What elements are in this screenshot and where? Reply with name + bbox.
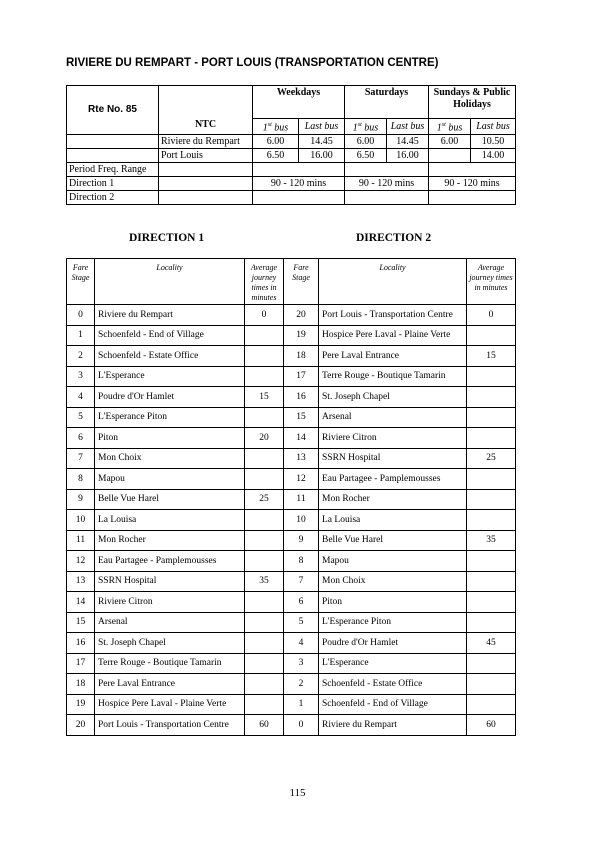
direction-1-fare-stage: 0	[67, 305, 95, 326]
direction-1-journey-time: 15	[245, 387, 284, 408]
empty-cell	[345, 163, 429, 177]
stage-row	[67, 346, 516, 367]
direction-2-locality: Hospice Pere Laval - Plaine Verte	[319, 325, 467, 346]
first-bus-header-ordinal: st	[267, 122, 272, 128]
direction-1-locality: Mon Rocher	[95, 530, 245, 551]
sundays-header: Sundays & Public Holidays	[429, 86, 516, 119]
direction-1-locality: Hospice Pere Laval - Plaine Verte	[95, 694, 245, 715]
empty-cell	[159, 191, 253, 205]
locality-header: Locality	[95, 259, 245, 305]
frequency-row	[67, 191, 516, 205]
direction-2-fare-stage: 18	[284, 346, 319, 367]
fare-stage-header: Fare Stage	[284, 259, 319, 305]
empty-cell	[253, 163, 345, 177]
direction-2-fare-stage: 16	[284, 387, 319, 408]
first-bus-header	[429, 119, 471, 135]
stage-row	[67, 448, 516, 469]
direction-1-journey-time	[245, 694, 284, 715]
direction-2-locality: Schoenfeld - Estate Office	[319, 674, 467, 695]
stage-row	[67, 469, 516, 490]
direction-2-locality: Schoenfeld - End of Village	[319, 694, 467, 715]
first-bus-header	[253, 119, 299, 135]
direction-1-locality: Poudre d'Or Hamlet	[95, 387, 245, 408]
first-bus-header-number: 1	[436, 122, 442, 134]
saturdays-header: Saturdays	[345, 86, 429, 119]
direction-2-journey-time	[467, 674, 516, 695]
direction-2-fare-stage: 13	[284, 448, 319, 469]
stage-row	[67, 674, 516, 695]
direction-1-fare-stage: 15	[67, 612, 95, 633]
empty-cell	[253, 191, 345, 205]
direction-2-locality: Arsenal	[319, 407, 467, 428]
direction-1-journey-time	[245, 469, 284, 490]
direction-2-journey-time	[467, 366, 516, 387]
direction-1-fare-stage: 4	[67, 387, 95, 408]
direction-2-journey-time	[467, 551, 516, 572]
direction-1-fare-stage: 17	[67, 653, 95, 674]
direction-2-locality: Poudre d'Or Hamlet	[319, 633, 467, 654]
direction-1-journey-time	[245, 346, 284, 367]
direction-1-locality: Riviere du Rempart	[95, 305, 245, 326]
direction-2-journey-time	[467, 325, 516, 346]
direction-1-journey-time	[245, 653, 284, 674]
direction-2-locality: Terre Rouge - Boutique Tamarin	[319, 366, 467, 387]
direction-1-locality: L'Esperance	[95, 366, 245, 387]
page-number: 115	[289, 787, 306, 799]
direction-2-journey-time	[467, 387, 516, 408]
last-bus-header: Last bus	[299, 119, 345, 135]
first-bus-header-suffix: bus	[271, 122, 289, 134]
weekdays-header: Weekdays	[253, 86, 345, 119]
direction-2-fare-stage: 2	[284, 674, 319, 695]
direction-2-fare-stage: 10	[284, 510, 319, 531]
direction-1-locality: SSRN Hospital	[95, 571, 245, 592]
avg-time-header: Average journey times in minutes	[245, 259, 284, 305]
first-bus-header-ordinal: st	[441, 122, 446, 128]
direction-1-journey-time	[245, 612, 284, 633]
stage-row	[67, 612, 516, 633]
direction-2-locality: L'Esperance	[319, 653, 467, 674]
direction-1-locality: St. Joseph Chapel	[95, 633, 245, 654]
direction-1-heading: DIRECTION 1	[129, 232, 205, 244]
direction-1-locality: Eau Partagee - Pamplemousses	[95, 551, 245, 572]
saturday-first-bus: 6.50	[345, 149, 387, 163]
direction-1-fare-stage: 3	[67, 366, 95, 387]
saturday-frequency: 90 - 120 mins	[345, 177, 429, 191]
stage-row	[67, 653, 516, 674]
direction-1-fare-stage: 6	[67, 428, 95, 449]
direction-2-fare-stage: 19	[284, 325, 319, 346]
direction-2-journey-time	[467, 612, 516, 633]
direction-1-fare-stage: 7	[67, 448, 95, 469]
direction-2-label: Direction 2	[67, 191, 159, 205]
direction-1-fare-stage: 11	[67, 530, 95, 551]
direction-1-fare-stage: 8	[67, 469, 95, 490]
weekday-last-bus: 14.45	[299, 135, 345, 149]
empty-cell	[159, 163, 253, 177]
stage-row	[67, 715, 516, 736]
direction-2-locality: Mapou	[319, 551, 467, 572]
direction-2-locality: Belle Vue Harel	[319, 530, 467, 551]
locality-header: Locality	[319, 259, 467, 305]
stage-row	[67, 694, 516, 715]
direction-1-locality: Arsenal	[95, 612, 245, 633]
direction-2-fare-stage: 20	[284, 305, 319, 326]
fare-stage-header: Fare Stage	[67, 259, 95, 305]
direction-2-locality: Pere Laval Entrance	[319, 346, 467, 367]
direction-2-journey-time	[467, 469, 516, 490]
direction-1-fare-stage: 9	[67, 489, 95, 510]
direction-2-locality: La Louisa	[319, 510, 467, 531]
direction-1-journey-time	[245, 510, 284, 531]
terminus-name: Riviere du Rempart	[159, 135, 253, 149]
direction-1-fare-stage: 12	[67, 551, 95, 572]
direction-2-fare-stage: 6	[284, 592, 319, 613]
empty-cell	[159, 177, 253, 191]
direction-1-fare-stage: 14	[67, 592, 95, 613]
sunday-first-bus	[429, 149, 471, 163]
stage-row	[67, 571, 516, 592]
direction-1-fare-stage: 5	[67, 407, 95, 428]
stage-row	[67, 489, 516, 510]
saturday-last-bus: 16.00	[387, 149, 429, 163]
direction-2-journey-time	[467, 510, 516, 531]
direction-2-journey-time: 60	[467, 715, 516, 736]
stage-row	[67, 305, 516, 326]
first-bus-header	[345, 119, 387, 135]
direction-2-locality: L'Esperance Piton	[319, 612, 467, 633]
direction-2-locality: Mon Rocher	[319, 489, 467, 510]
stage-row	[67, 325, 516, 346]
direction-1-fare-stage: 2	[67, 346, 95, 367]
direction-2-journey-time	[467, 694, 516, 715]
sunday-first-bus: 6.00	[429, 135, 471, 149]
direction-2-locality: St. Joseph Chapel	[319, 387, 467, 408]
direction-2-fare-stage: 17	[284, 366, 319, 387]
page-title: RIVIERE DU REMPART - PORT LOUIS (TRANSPORTATION CENTRE)	[66, 57, 439, 69]
direction-1-journey-time	[245, 448, 284, 469]
direction-1-locality: Mon Choix	[95, 448, 245, 469]
stage-row	[67, 387, 516, 408]
sunday-last-bus: 14.00	[471, 149, 516, 163]
direction-2-fare-stage: 3	[284, 653, 319, 674]
direction-1-journey-time: 35	[245, 571, 284, 592]
direction-1-journey-time	[245, 325, 284, 346]
stage-row	[67, 366, 516, 387]
direction-2-journey-time	[467, 571, 516, 592]
direction-2-fare-stage: 4	[284, 633, 319, 654]
direction-1-fare-stage: 13	[67, 571, 95, 592]
terminus-name: Port Louis	[159, 149, 253, 163]
direction-1-locality: Schoenfeld - End of Village	[95, 325, 245, 346]
stage-row	[67, 510, 516, 531]
direction-1-journey-time	[245, 551, 284, 572]
schedule-table	[66, 85, 516, 205]
empty-cell	[429, 191, 516, 205]
direction-2-heading: DIRECTION 2	[356, 232, 432, 244]
direction-2-fare-stage: 11	[284, 489, 319, 510]
direction-2-journey-time: 35	[467, 530, 516, 551]
direction-1-journey-time	[245, 530, 284, 551]
direction-2-fare-stage: 9	[284, 530, 319, 551]
direction-2-locality: SSRN Hospital	[319, 448, 467, 469]
schedule-row	[67, 135, 516, 149]
direction-1-locality: Port Louis - Transportation Centre	[95, 715, 245, 736]
direction-2-journey-time	[467, 592, 516, 613]
empty-cell	[67, 149, 159, 163]
empty-cell	[67, 135, 159, 149]
direction-1-locality: Piton	[95, 428, 245, 449]
direction-2-journey-time	[467, 653, 516, 674]
weekday-first-bus: 6.50	[253, 149, 299, 163]
direction-1-fare-stage: 1	[67, 325, 95, 346]
direction-2-fare-stage: 1	[284, 694, 319, 715]
direction-1-journey-time	[245, 674, 284, 695]
operator-name: NTC	[159, 86, 253, 135]
direction-1-fare-stage: 18	[67, 674, 95, 695]
first-bus-header-number: 1	[262, 122, 268, 134]
direction-1-locality: L'Esperance Piton	[95, 407, 245, 428]
stage-row	[67, 428, 516, 449]
direction-1-journey-time	[245, 633, 284, 654]
direction-1-fare-stage: 19	[67, 694, 95, 715]
direction-1-journey-time: 0	[245, 305, 284, 326]
frequency-row	[67, 177, 516, 191]
weekday-frequency: 90 - 120 mins	[253, 177, 345, 191]
avg-time-header: Average journey times in minutes	[467, 259, 516, 305]
direction-1-locality: Pere Laval Entrance	[95, 674, 245, 695]
direction-2-fare-stage: 14	[284, 428, 319, 449]
direction-1-journey-time: 25	[245, 489, 284, 510]
empty-cell	[429, 163, 516, 177]
schedule-header-row	[67, 86, 516, 119]
direction-2-locality: Riviere Citron	[319, 428, 467, 449]
direction-1-journey-time	[245, 592, 284, 613]
direction-1-locality: La Louisa	[95, 510, 245, 531]
direction-2-journey-time	[467, 489, 516, 510]
direction-2-fare-stage: 7	[284, 571, 319, 592]
stage-row	[67, 407, 516, 428]
last-bus-header: Last bus	[471, 119, 516, 135]
route-number: Rte No. 85	[67, 86, 159, 135]
stage-row	[67, 633, 516, 654]
direction-2-journey-time: 25	[467, 448, 516, 469]
first-bus-header-number: 1	[352, 122, 358, 134]
first-bus-header-ordinal: st	[357, 122, 362, 128]
direction-2-journey-time: 45	[467, 633, 516, 654]
direction-1-locality: Mapou	[95, 469, 245, 490]
direction-1-journey-time	[245, 407, 284, 428]
direction-1-locality: Schoenfeld - Estate Office	[95, 346, 245, 367]
first-bus-header-suffix: bus	[361, 122, 379, 134]
direction-1-journey-time: 20	[245, 428, 284, 449]
stage-header-row	[67, 259, 516, 305]
weekday-first-bus: 6.00	[253, 135, 299, 149]
direction-1-fare-stage: 16	[67, 633, 95, 654]
direction-2-fare-stage: 15	[284, 407, 319, 428]
direction-2-fare-stage: 0	[284, 715, 319, 736]
frequency-label-row	[67, 163, 516, 177]
direction-1-label: Direction 1	[67, 177, 159, 191]
weekday-last-bus: 16.00	[299, 149, 345, 163]
last-bus-header: Last bus	[387, 119, 429, 135]
stage-row	[67, 551, 516, 572]
stage-row	[67, 592, 516, 613]
schedule-row	[67, 149, 516, 163]
direction-2-fare-stage: 12	[284, 469, 319, 490]
direction-1-locality: Terre Rouge - Boutique Tamarin	[95, 653, 245, 674]
direction-1-journey-time: 60	[245, 715, 284, 736]
direction-2-fare-stage: 8	[284, 551, 319, 572]
saturday-first-bus: 6.00	[345, 135, 387, 149]
direction-2-locality: Port Louis - Transportation Centre	[319, 305, 467, 326]
direction-1-fare-stage: 10	[67, 510, 95, 531]
direction-1-fare-stage: 20	[67, 715, 95, 736]
direction-2-journey-time: 0	[467, 305, 516, 326]
direction-2-locality: Mon Choix	[319, 571, 467, 592]
direction-2-journey-time: 15	[467, 346, 516, 367]
direction-1-locality: Belle Vue Harel	[95, 489, 245, 510]
stage-row	[67, 530, 516, 551]
saturday-last-bus: 14.45	[387, 135, 429, 149]
direction-2-journey-time	[467, 428, 516, 449]
direction-2-journey-time	[467, 407, 516, 428]
direction-2-locality: Piton	[319, 592, 467, 613]
first-bus-header-suffix: bus	[445, 122, 463, 134]
sunday-last-bus: 10.50	[471, 135, 516, 149]
direction-1-journey-time	[245, 366, 284, 387]
fare-stage-table	[66, 258, 516, 736]
empty-cell	[345, 191, 429, 205]
direction-2-fare-stage: 5	[284, 612, 319, 633]
sunday-frequency: 90 - 120 mins	[429, 177, 516, 191]
direction-2-locality: Eau Partagee - Pamplemousses	[319, 469, 467, 490]
direction-2-locality: Riviere du Rempart	[319, 715, 467, 736]
period-freq-label: Period Freq. Range	[67, 163, 159, 177]
direction-1-locality: Riviere Citron	[95, 592, 245, 613]
